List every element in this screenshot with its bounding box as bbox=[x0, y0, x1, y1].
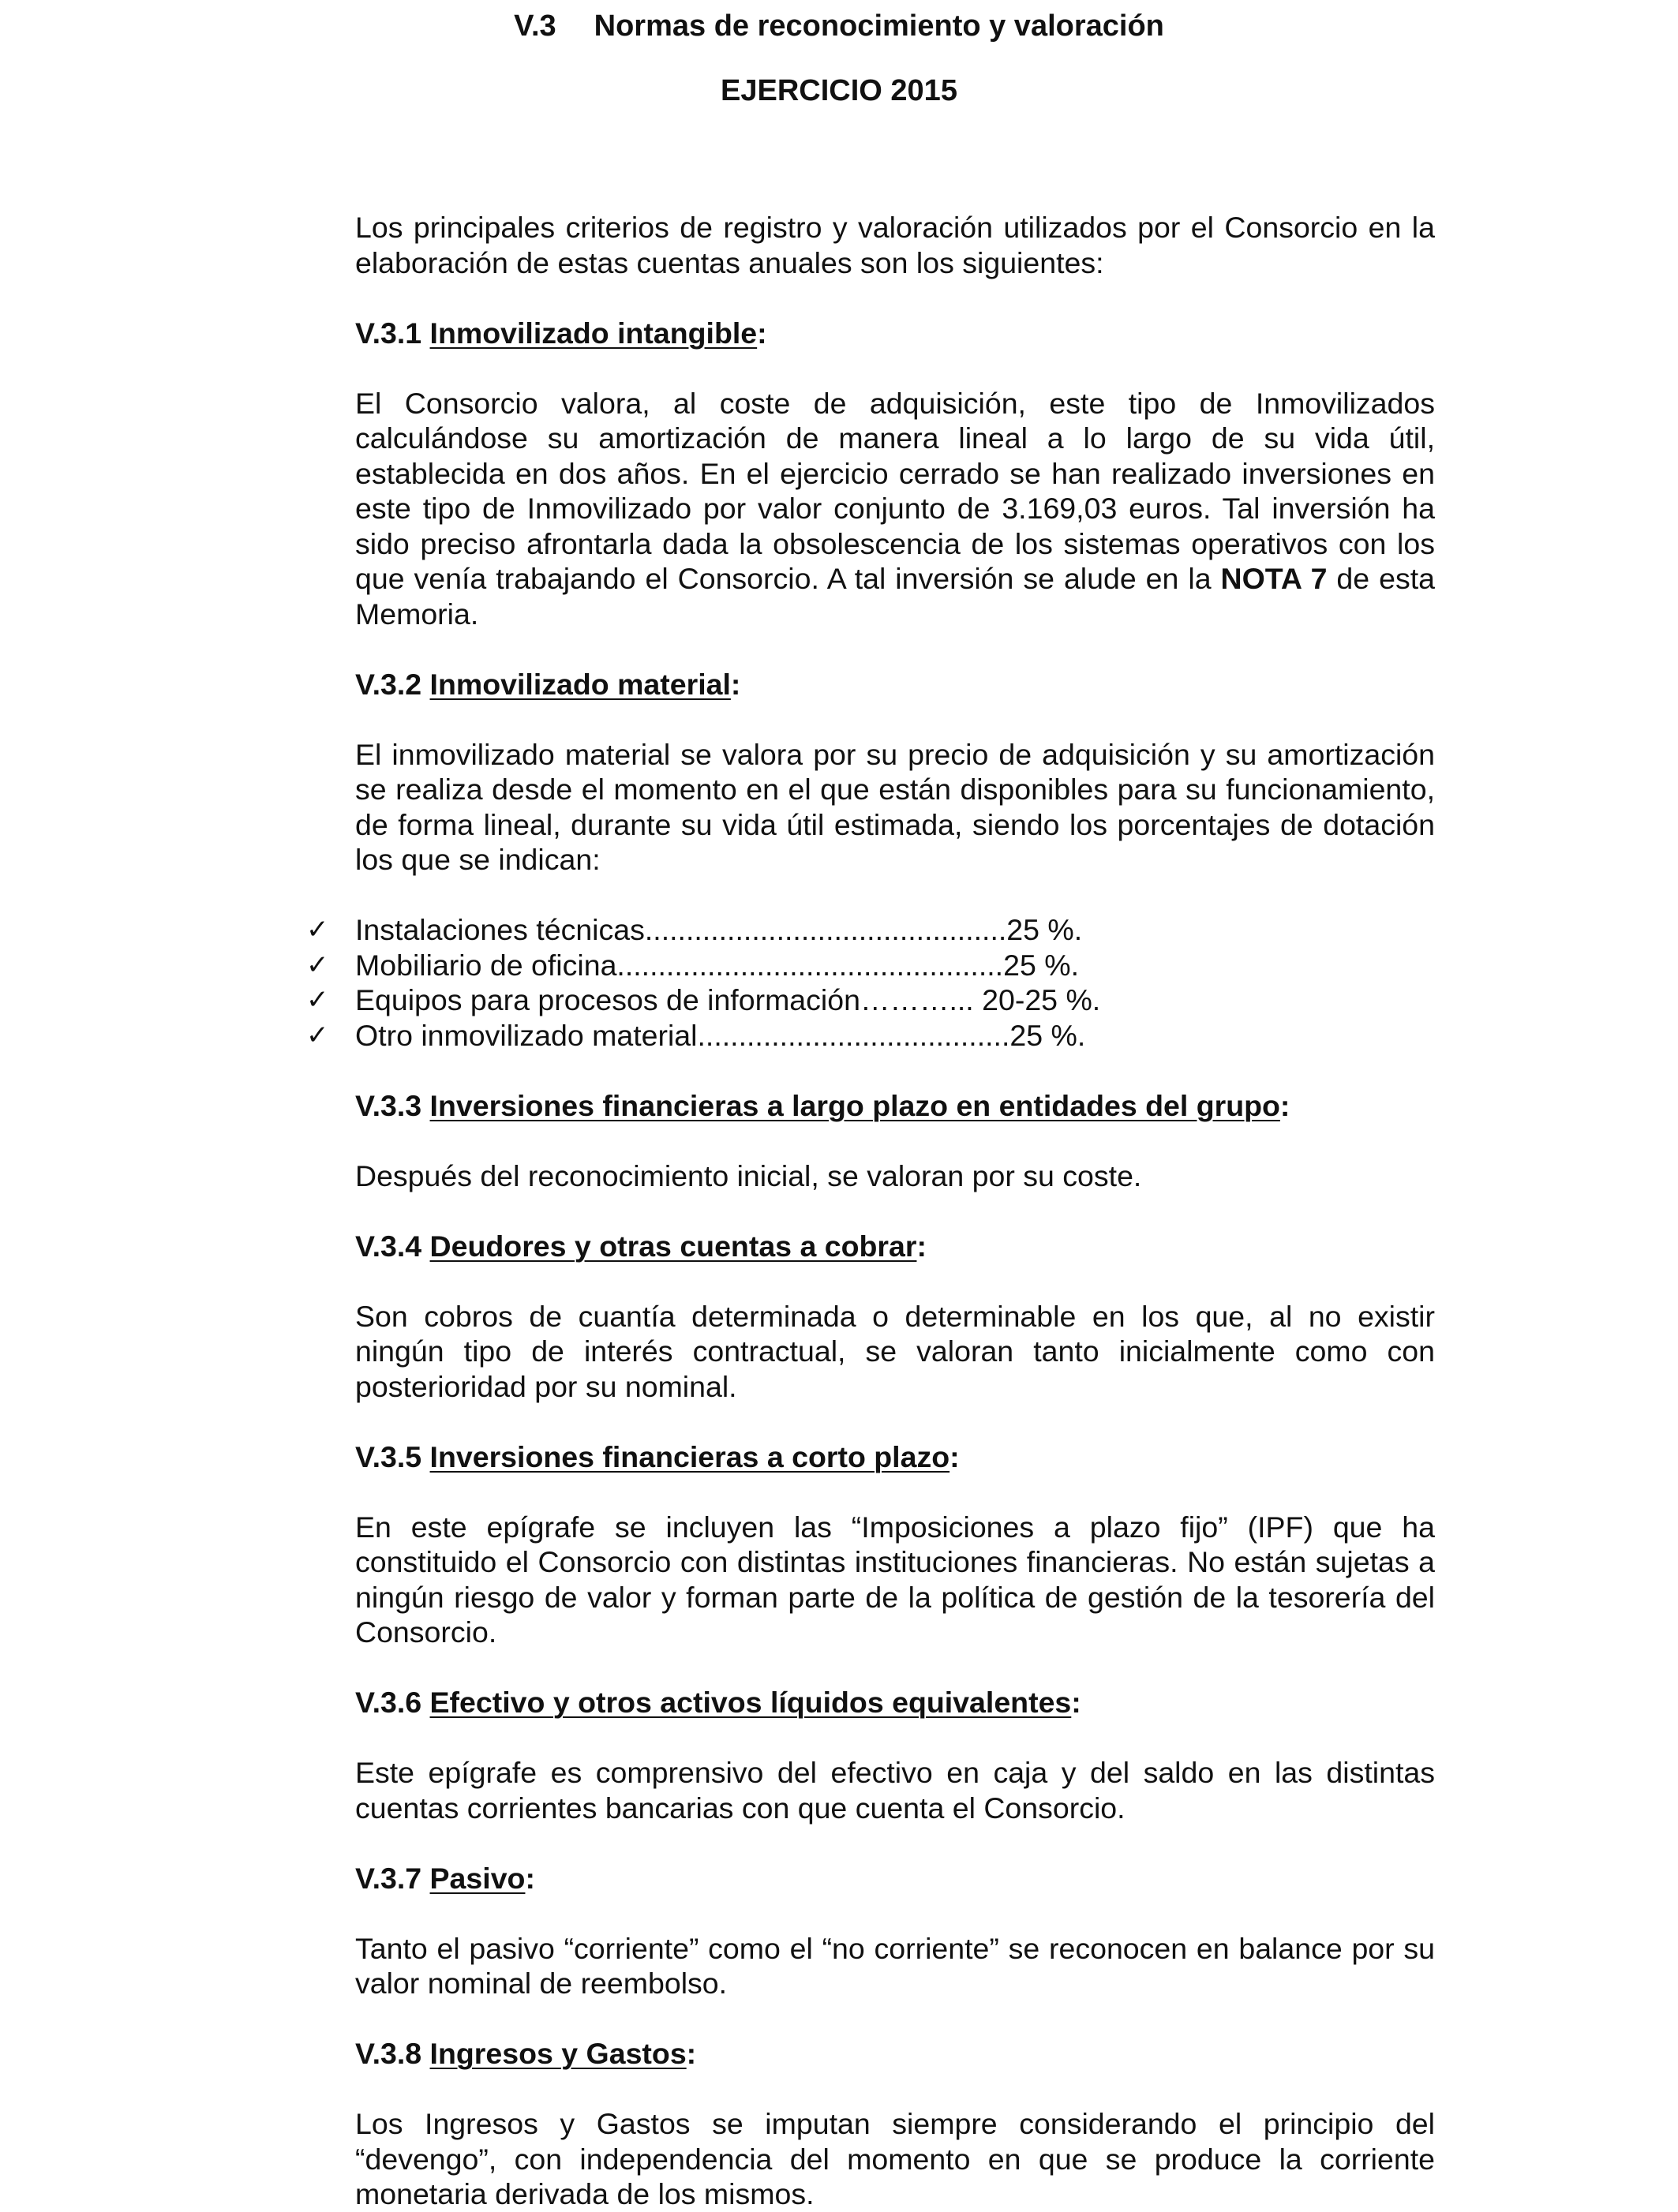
heading-title: Inmovilizado intangible bbox=[429, 316, 758, 350]
section-heading-cash: V.3.6 Efectivo y otros activos líquidos equivalentes: bbox=[355, 1686, 1081, 1719]
heading-title: Ingresos y Gastos bbox=[429, 2037, 687, 2070]
heading-title: Inversiones financieras a largo plazo en entidades del grupo bbox=[429, 1088, 1280, 1122]
paragraph-group-investments: Después del reconocimiento inicial, se valoran por su coste. bbox=[355, 1158, 1142, 1192]
checkmark-icon: ✓ bbox=[306, 914, 329, 945]
section-heading-income-expenses: V.3.8 Ingresos y Gastos: bbox=[355, 2037, 697, 2070]
paragraph-income-expenses: Los Ingresos y Gastos se imputan siempre considerando el principio del “devengo”, con independencia del momento en que se produce la corriente monetaria derivada de los mismos. bbox=[355, 2107, 1435, 2210]
heading-title: Inversiones financieras a corto plazo bbox=[429, 1439, 950, 1473]
list-item: ✓ Mobiliario de oficina...............................................25 %. bbox=[306, 948, 1079, 982]
paragraph-intangible: El Consorcio valora, al coste de adquisición, este tipo de Inmovilizados calculándose su amortización de manera lineal a lo largo de su vida útil, establecida en dos años. En el ejercicio cerrado se han realizado inversiones en este tipo de Inmovilizado por valor conjunto de 3.169,03 euros. Tal inversión ha sido preciso afrontarla dada la obsolescencia de los sistemas operativos con los que venía trabajando el Consorcio. A tal inversión se alude en la NOTA 7 de esta Memoria. bbox=[355, 386, 1436, 631]
section-heading-short-term-investments: V.3.5 Inversiones financieras a corto plazo: bbox=[355, 1439, 960, 1473]
list-item: ✓ Equipos para procesos de información………... 20-25 %. bbox=[306, 983, 1101, 1016]
section-number: V.3 bbox=[514, 9, 556, 43]
section-title: Normas de reconocimiento y valoración bbox=[594, 9, 1164, 43]
note-reference: NOTA 7 bbox=[1220, 562, 1328, 595]
section-heading-intangible: V.3.1 Inmovilizado intangible: bbox=[355, 316, 767, 350]
depreciation-rate-list bbox=[306, 912, 1435, 1053]
section-heading-receivables: V.3.4 Deudores y otras cuentas a cobrar: bbox=[355, 1229, 927, 1263]
list-item: ✓ Otro inmovilizado material......................................25 %. bbox=[306, 1018, 1086, 1052]
intro-paragraph: Los principales criterios de registro y valoración utilizados por el Consorcio en la elaboración de estas cuentas anuales son los siguientes: bbox=[355, 211, 1435, 279]
heading-title: Pasivo bbox=[429, 1861, 526, 1895]
document-body bbox=[306, 210, 1436, 2212]
heading-title: Efectivo y otros activos líquidos equivalentes bbox=[429, 1686, 1072, 1719]
checkmark-icon: ✓ bbox=[306, 949, 329, 981]
list-item: ✓ Instalaciones técnicas............................................25 %. bbox=[306, 913, 1083, 946]
section-heading-group-investments: V.3.3 Inversiones financieras a largo plazo en entidades del grupo: bbox=[355, 1088, 1290, 1122]
section-heading-liabilities: V.3.7 Pasivo: bbox=[355, 1861, 535, 1895]
heading-title: Inmovilizado material bbox=[429, 667, 731, 701]
page-title bbox=[0, 8, 1678, 44]
paragraph-cash: Este epígrafe es comprensivo del efectivo en caja y del saldo en las distintas cuentas corrientes bancarias con que cuenta el Consorcio. bbox=[355, 1756, 1435, 1825]
page-subtitle: EJERCICIO 2015 bbox=[721, 74, 957, 107]
heading-title: Deudores y otras cuentas a cobrar bbox=[429, 1229, 917, 1263]
paragraph-material: El inmovilizado material se valora por su precio de adquisición y su amortización se realiza desde el momento en el que están disponibles para su funcionamiento, de forma lineal, durante su vida útil estimada, siendo los porcentajes de dotación los que se indican: bbox=[355, 737, 1435, 876]
checkmark-icon: ✓ bbox=[306, 1019, 329, 1051]
paragraph-liabilities: Tanto el pasivo “corriente” como el “no corriente” se reconocen en balance por su valor nominal de reembolso. bbox=[355, 1931, 1435, 2000]
section-heading-material: V.3.2 Inmovilizado material: bbox=[355, 667, 741, 701]
paragraph-short-term-investments: En este epígrafe se incluyen las “Imposiciones a plazo fijo” (IPF) que ha constituido el Consorcio con distintas instituciones financieras. No están sujetas a ningún riesgo de valor y forman parte de la política de gestión de la tesorería del Consorcio. bbox=[355, 1510, 1435, 1649]
paragraph-receivables: Son cobros de cuantía determinada o determinable en los que, al no existir ningún tipo de interés contractual, se valoran tanto inicialmente como con posterioridad por su nominal. bbox=[355, 1299, 1435, 1403]
checkmark-icon: ✓ bbox=[306, 984, 329, 1016]
